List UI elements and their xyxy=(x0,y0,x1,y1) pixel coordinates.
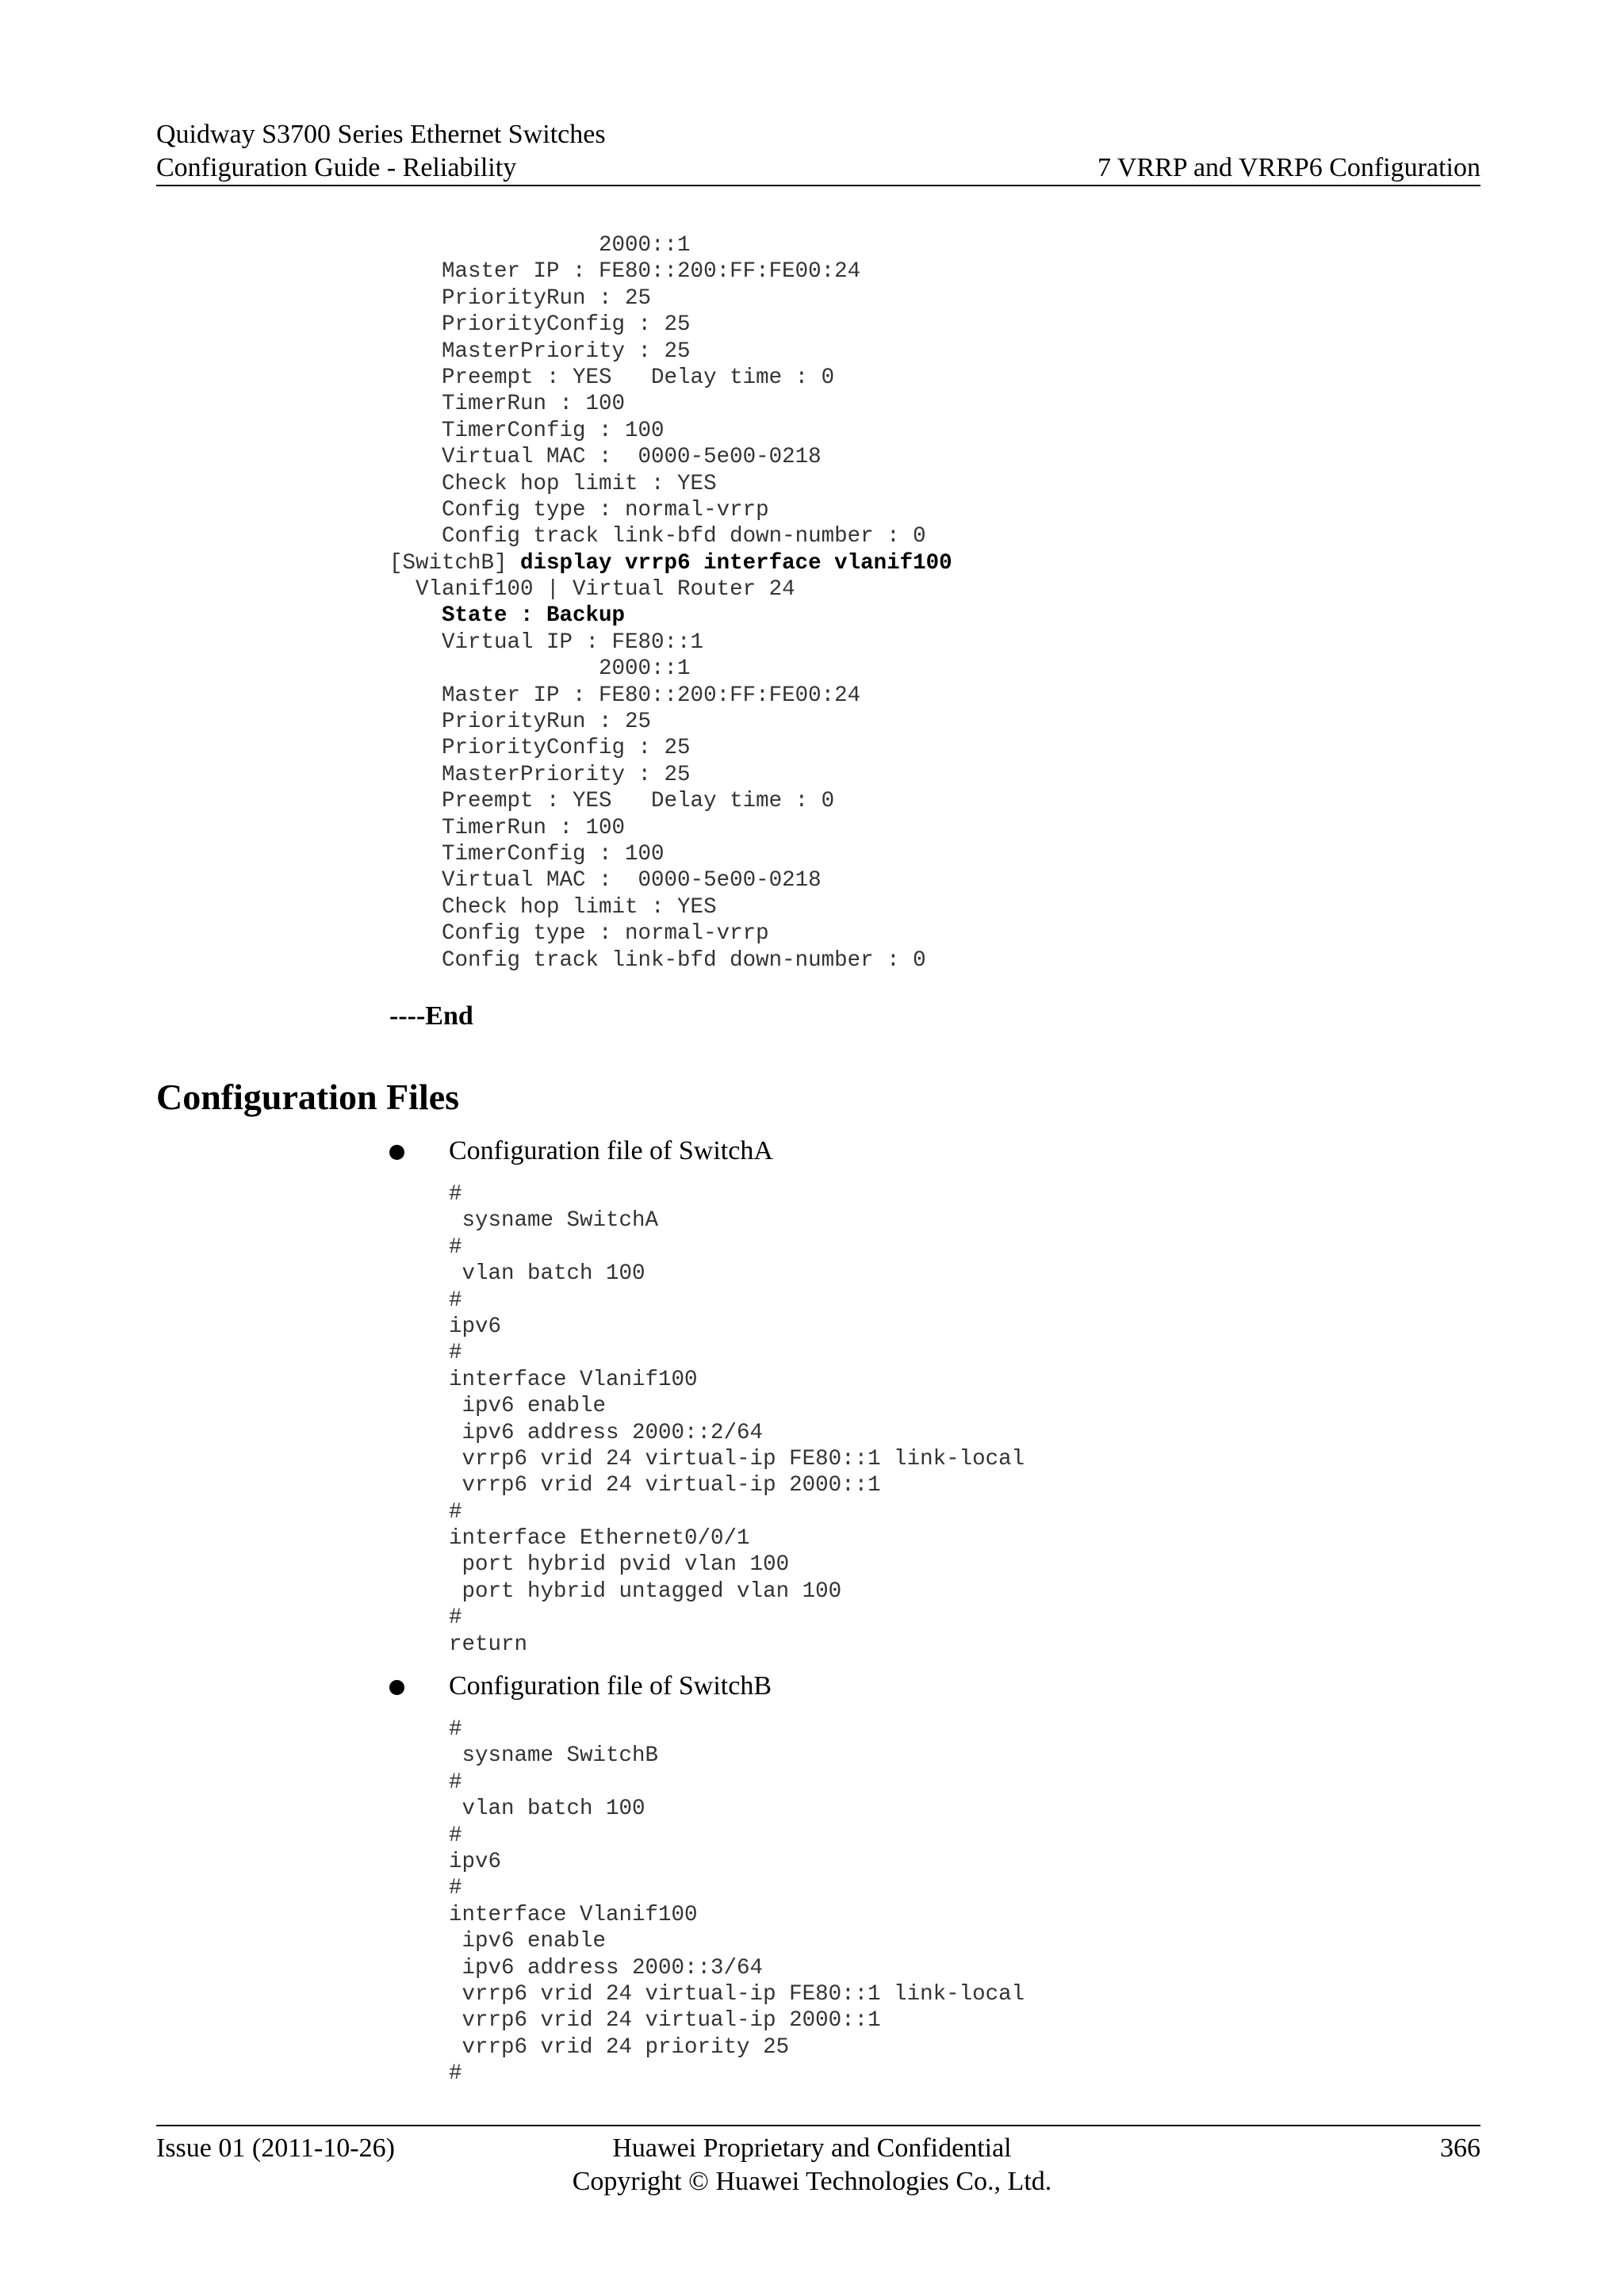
config-line: vrrp6 vrid 24 virtual-ip FE80::1 link-local xyxy=(449,1446,1025,1471)
config-line: sysname SwitchB xyxy=(449,1743,659,1769)
output-line: MasterPriority : 25 xyxy=(389,339,691,364)
bullet-label: Configuration file of SwitchB xyxy=(449,1671,772,1701)
header-rule xyxy=(156,185,1480,186)
output-line: Preempt : YES Delay time : 0 xyxy=(389,365,835,390)
output-line: Virtual IP : FE80::1 xyxy=(389,629,704,655)
output-line: 2000::1 xyxy=(389,656,691,682)
config-file-switchb xyxy=(449,1716,1025,2087)
command-text: display vrrp6 interface vlanif100 xyxy=(520,550,952,576)
config-line: # xyxy=(449,1234,462,1260)
config-line: port hybrid untagged vlan 100 xyxy=(449,1578,842,1604)
config-line: interface Vlanif100 xyxy=(449,1367,698,1392)
config-line: # xyxy=(449,1717,462,1742)
output-line: Check hop limit : YES xyxy=(389,471,717,496)
config-line: # xyxy=(449,1605,462,1631)
output-line: TimerRun : 100 xyxy=(389,392,626,417)
output-line: PriorityConfig : 25 xyxy=(389,312,691,338)
config-line: # xyxy=(449,1341,462,1366)
footer-rule xyxy=(156,2125,1480,2126)
end-mark: ----End xyxy=(389,1001,473,1031)
config-line: sysname SwitchA xyxy=(449,1208,659,1234)
footer-page-number: 366 xyxy=(1440,2133,1480,2163)
output-line: Virtual MAC : 0000-5e00-0218 xyxy=(389,445,822,470)
bullet-label: Configuration file of SwitchA xyxy=(449,1136,773,1165)
output-line: TimerConfig : 100 xyxy=(389,418,665,443)
footer-copyright: Copyright © Huawei Technologies Co., Ltd. xyxy=(572,2167,1052,2196)
config-line: port hybrid pvid vlan 100 xyxy=(449,1552,790,1578)
config-line: # xyxy=(449,1499,462,1525)
output-line: 2000::1 xyxy=(389,233,691,258)
config-line: ipv6 address 2000::2/64 xyxy=(449,1420,764,1445)
config-line: return xyxy=(449,1632,528,1657)
config-line: interface Vlanif100 xyxy=(449,1902,698,1927)
output-line: Config type : normal-vrrp xyxy=(389,921,769,947)
output-line: Master IP : FE80::200:FF:FE00:24 xyxy=(389,259,861,285)
output-line xyxy=(389,550,952,576)
output-line: Preempt : YES Delay time : 0 xyxy=(389,789,835,814)
config-line: ipv6 enable xyxy=(449,1394,607,1419)
config-line: vrrp6 vrid 24 virtual-ip 2000::1 xyxy=(449,1473,881,1498)
output-line: MasterPriority : 25 xyxy=(389,762,691,787)
output-line: Config type : normal-vrrp xyxy=(389,497,769,522)
config-line: ipv6 address 2000::3/64 xyxy=(449,1955,764,1980)
section-title: Configuration Files xyxy=(156,1077,460,1117)
output-line: Virtual MAC : 0000-5e00-0218 xyxy=(389,868,822,894)
output-line: Config track link-bfd down-number : 0 xyxy=(389,947,926,973)
header-product: Quidway S3700 Series Ethernet Switches xyxy=(156,120,606,149)
output-line: Vlanif100 | Virtual Router 24 xyxy=(389,577,795,603)
config-line: ipv6 enable xyxy=(449,1929,607,1954)
command-prompt: [SwitchB] xyxy=(389,550,521,576)
bullet-dot-icon xyxy=(389,1680,404,1695)
config-line: # xyxy=(449,1288,462,1313)
config-line: # xyxy=(449,2061,462,2087)
config-line: vlan batch 100 xyxy=(449,1797,645,1822)
bullet-dot-icon xyxy=(389,1145,404,1160)
footer-issue: Issue 01 (2011-10-26) xyxy=(156,2133,395,2163)
output-line: Config track link-bfd down-number : 0 xyxy=(389,524,926,549)
footer-confidential: Huawei Proprietary and Confidential xyxy=(612,2133,1012,2163)
config-line: vrrp6 vrid 24 virtual-ip 2000::1 xyxy=(449,2008,881,2034)
config-line: # xyxy=(449,1770,462,1795)
output-line: Check hop limit : YES xyxy=(389,894,717,920)
output-line: PriorityRun : 25 xyxy=(389,285,652,311)
output-line: PriorityConfig : 25 xyxy=(389,736,691,761)
display-output-block xyxy=(389,232,952,974)
config-line: vlan batch 100 xyxy=(449,1261,645,1287)
output-line: State : Backup xyxy=(389,603,626,629)
config-line: vrrp6 vrid 24 virtual-ip FE80::1 link-local xyxy=(449,1981,1025,2007)
header-chapter: 7 VRRP and VRRP6 Configuration xyxy=(1097,153,1480,182)
config-line: ipv6 xyxy=(449,1314,502,1339)
config-line: # xyxy=(449,1182,462,1207)
output-line: TimerRun : 100 xyxy=(389,815,626,840)
header-guide: Configuration Guide - Reliability xyxy=(156,153,517,182)
output-line: PriorityRun : 25 xyxy=(389,710,652,735)
config-line: vrrp6 vrid 24 priority 25 xyxy=(449,2034,790,2060)
config-line: # xyxy=(449,1876,462,1901)
output-line: TimerConfig : 100 xyxy=(389,841,665,867)
config-line: interface Ethernet0/0/1 xyxy=(449,1526,750,1552)
output-line: Master IP : FE80::200:FF:FE00:24 xyxy=(389,683,861,708)
config-line: ipv6 xyxy=(449,1849,502,1874)
config-file-switcha xyxy=(449,1181,1025,1658)
config-line: # xyxy=(449,1823,462,1848)
